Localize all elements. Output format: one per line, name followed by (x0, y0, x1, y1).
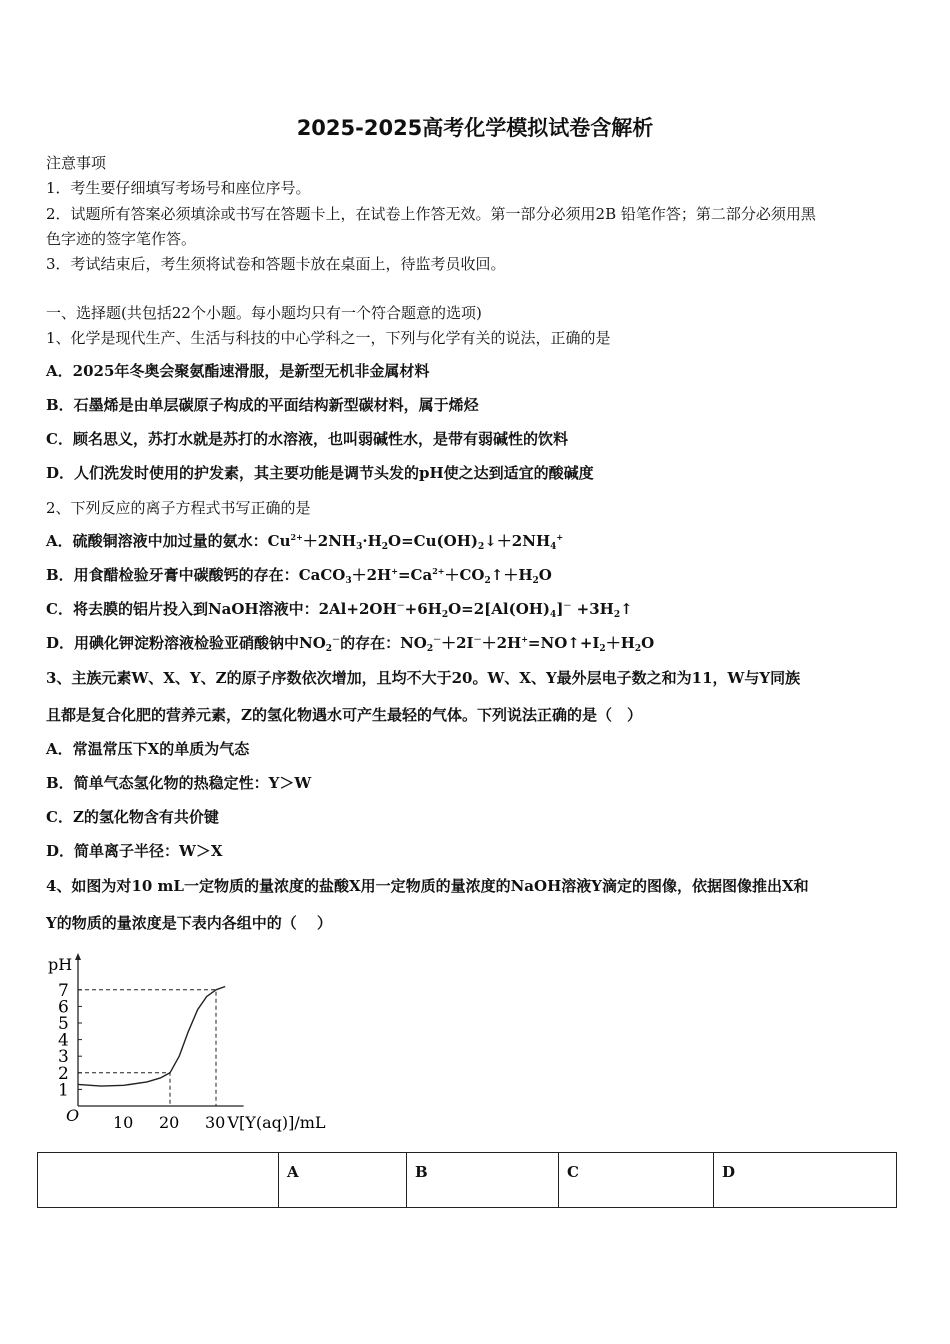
question-3-option-d: D．简单离子半径：W＞X (46, 842, 223, 860)
page-title: 2025-2025高考化学模拟试卷含解析 (296, 116, 654, 140)
y-axis-label: pH (48, 955, 73, 974)
section-heading: 一、选择题(共包括22个小题。每小题均只有一个符合题意的选项) (46, 304, 482, 322)
answer-table (37, 1152, 897, 1208)
question-1-stem: 1、化学是现代生产、生活与科技的中心学科之一，下列与化学有关的说法，正确的是 (46, 329, 611, 347)
dashed-guide (78, 990, 216, 1106)
question-2-option-c: C．将去膜的铝片投入到NaOH溶液中：$2Al+2OH^-+6H_2O=2[Al(OH)_4]^-$ $+3H_2↑$ (46, 600, 633, 620)
question-2-option-b: B．用食醋检验牙膏中碳酸钙的存在：$CaCO_3+2H^+=Ca^{2+}+CO_2↑+H_2O$ (46, 566, 552, 586)
y-tick-label: 3 (58, 1047, 69, 1068)
table-row (38, 1153, 897, 1208)
y-tick-label: 4 (58, 1030, 69, 1051)
x-tick-label: 30 (205, 1113, 226, 1132)
table-cell (38, 1153, 279, 1208)
question-1-option-a: A．2025年冬奥会聚氨酯速滑服，是新型无机非金属材料 (46, 362, 430, 380)
x-tick-label: 20 (159, 1113, 180, 1132)
question-3-option-a: A．常温常压下X的单质为气态 (46, 740, 250, 758)
table-cell: A (279, 1153, 407, 1208)
question-3-stem: 3、主族元素W、X、Y、Z的原子序数依次增加，且均不大于20。W、X、Y最外层电子数之和为11，W与Y同族 (46, 669, 801, 687)
y-tick-label: 1 (58, 1080, 69, 1101)
origin-label: O (66, 1106, 80, 1125)
table-cell: D (714, 1153, 897, 1208)
notice-item: 3．考试结束后，考生须将试卷和答题卡放在桌面上，待监考员收回。 (46, 255, 506, 273)
y-tick-label: 6 (58, 997, 69, 1018)
titration-curve (78, 987, 225, 1087)
question-3-option-c: C．Z的氢化物含有共价键 (46, 808, 219, 826)
y-tick-label: 5 (58, 1014, 69, 1034)
question-2-option-a: A．硫酸铜溶液中加过量的氨水：$Cu^{2+}+2NH_3\cdot H_2O=Cu(OH)_2↓+2NH_4^+$ (46, 532, 564, 552)
notice-heading: 注意事项 (46, 154, 107, 172)
notice-item: 色字迹的签字笔作答。 (46, 230, 197, 248)
question-1-option-d: D．人们洗发时使用的护发素，其主要功能是调节头发的pH使之达到适宜的酸碱度 (46, 464, 594, 482)
question-1-option-b: B．石墨烯是由单层碳原子构成的平面结构新型碳材料，属于烯烃 (46, 396, 479, 414)
table-cell: B (407, 1153, 559, 1208)
question-4-stem: 4、如图为对10 mL一定物质的量浓度的盐酸X用一定物质的量浓度的NaOH溶液Y滴定的图像，依据图像推出X和 (46, 877, 809, 895)
notice-item: 1．考生要仔细填写考场号和座位序号。 (46, 179, 311, 197)
question-1-option-c: C．顾名思义，苏打水就是苏打的水溶液，也叫弱碱性水，是带有弱碱性的饮料 (46, 430, 568, 448)
notice-item: 2．试题所有答案必须填涂或书写在答题卡上，在试卷上作答无效。第一部分必须用2B 铅笔作答；第二部分必须用黑 (46, 205, 816, 223)
x-tick-label: 10 (113, 1113, 134, 1132)
question-3-stem-cont: 且都是复合化肥的营养元素，Z的氢化物遇水可产生最轻的气体。下列说法正确的是（ ） (46, 706, 642, 724)
dashed-guide (78, 1073, 170, 1106)
question-2-stem: 2、下列反应的离子方程式书写正确的是 (46, 499, 311, 517)
y-tick-label: 7 (58, 980, 69, 1001)
x-axis-label: V[Y(aq)]/mL (227, 1113, 326, 1132)
titration-chart (44, 950, 326, 1135)
question-2-option-d: D．用碘化钾淀粉溶液检验亚硝酸钠中$NO_2^-$的存在：$NO_2^-+2I^-+2H^+=NO↑+I_2+H_2O$ (46, 634, 655, 654)
question-3-option-b: B．简单气态氢化物的热稳定性：Y＞W (46, 774, 312, 792)
y-axis-arrow (75, 953, 81, 960)
question-4-stem-cont: Y的物质的量浓度是下表内各组中的（ ） (46, 914, 332, 932)
y-tick-label: 2 (58, 1063, 69, 1084)
table-cell: C (559, 1153, 714, 1208)
